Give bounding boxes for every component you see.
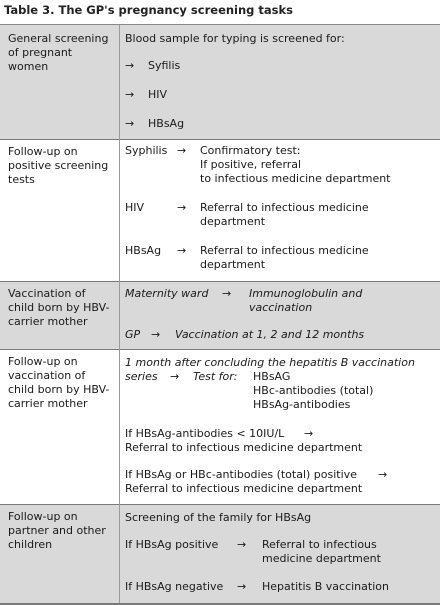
- screening-text: Screening of the family for HBsAg: [125, 511, 312, 524]
- setting-name: Maternity ward: [125, 287, 209, 300]
- row-label-line: positive screening: [8, 159, 109, 172]
- action-text: Referral to infectious medicine department: [125, 482, 363, 495]
- row-label: [8, 145, 108, 187]
- row-label: [8, 287, 109, 329]
- arrow-icon: →: [177, 244, 187, 257]
- row-label-line: child born by HBV-: [8, 301, 110, 314]
- action-text: medicine department: [262, 552, 381, 565]
- row-label-line: General screening: [8, 32, 109, 45]
- action-text: Confirmatory test:: [200, 144, 301, 157]
- arrow-icon: →: [237, 580, 247, 593]
- row-label-line: Vaccination of: [8, 287, 86, 300]
- action-text: department: [200, 258, 266, 271]
- table-row: [0, 350, 440, 505]
- arrow-icon: →: [125, 88, 135, 101]
- arrow-icon: →: [222, 287, 232, 300]
- screen-item: Syfilis: [148, 59, 181, 72]
- arrow-icon: →: [170, 370, 180, 383]
- table-row: [0, 505, 440, 603]
- test-item: HBsAg-antibodies: [253, 398, 351, 411]
- screen-item: HBsAg: [148, 117, 185, 130]
- setting-name: GP: [125, 328, 141, 341]
- row-label-line: vaccination of: [8, 369, 86, 382]
- test-name: HIV: [125, 201, 145, 214]
- row-label: [8, 510, 106, 552]
- arrow-icon: →: [304, 427, 314, 440]
- row-label-line: Follow-up on: [8, 355, 78, 368]
- row-label-line: women: [8, 60, 49, 73]
- condition-text: If HBsAg or HBc-antibodies (total) positive: [125, 468, 357, 481]
- action-text: to infectious medicine department: [200, 172, 391, 185]
- arrow-icon: →: [177, 201, 187, 214]
- screening-intro: Blood sample for typing is screened for:: [125, 32, 345, 45]
- row-label-line: tests: [8, 173, 35, 186]
- condition-text: If HBsAg positive: [125, 538, 219, 551]
- row-label-line: of pregnant: [8, 46, 73, 59]
- action-text: Referral to infectious medicine: [200, 201, 369, 214]
- row-label-line: child born by HBV-: [8, 383, 110, 396]
- table-row: [0, 140, 440, 282]
- row-label-line: partner and other: [8, 524, 106, 537]
- action-text: vaccination: [249, 301, 313, 314]
- row-label: [8, 32, 108, 74]
- condition-text: If HBsAg-antibodies < 10IU/L: [125, 427, 285, 440]
- test-item: HBc-antibodies (total): [253, 384, 374, 397]
- arrow-icon: →: [237, 538, 247, 551]
- test-item: HBsAG: [253, 370, 291, 383]
- action-text: Referral to infectious medicine: [200, 244, 369, 257]
- table-title: Table 3. The GP's pregnancy screening tasks: [4, 3, 294, 17]
- action-text: Hepatitis B vaccination: [262, 580, 389, 593]
- row-label-line: Follow-up on: [8, 510, 78, 523]
- row-label-line: Follow-up on: [8, 145, 78, 158]
- test-name: HBsAg: [125, 244, 162, 257]
- row-label: [8, 355, 109, 411]
- timing-text: 1 month after concluding the hepatitis B vaccination: [125, 356, 415, 369]
- action-text: If positive, referral: [200, 158, 302, 171]
- timing-text: series: [125, 370, 158, 383]
- action-text: Referral to infectious medicine department: [125, 441, 363, 454]
- row-label-line: carrier mother: [8, 397, 88, 410]
- table-row: [0, 282, 440, 350]
- arrow-icon: →: [151, 328, 161, 341]
- action-text: Referral to infectious: [262, 538, 377, 551]
- test-name: Syphilis: [125, 144, 168, 157]
- action-text: department: [200, 215, 266, 228]
- arrow-icon: →: [125, 59, 135, 72]
- table-row: [0, 25, 440, 140]
- row-label-line: children: [8, 538, 53, 551]
- column-divider: [119, 25, 120, 603]
- arrow-icon: →: [125, 117, 135, 130]
- condition-text: If HBsAg negative: [125, 580, 224, 593]
- test-for-label: Test for:: [193, 370, 238, 383]
- action-text: Immunoglobulin and: [249, 287, 363, 300]
- screen-item: HIV: [148, 88, 168, 101]
- arrow-icon: →: [177, 144, 187, 157]
- action-text: Vaccination at 1, 2 and 12 months: [175, 328, 365, 341]
- arrow-icon: →: [378, 468, 388, 481]
- row-label-line: carrier mother: [8, 315, 88, 328]
